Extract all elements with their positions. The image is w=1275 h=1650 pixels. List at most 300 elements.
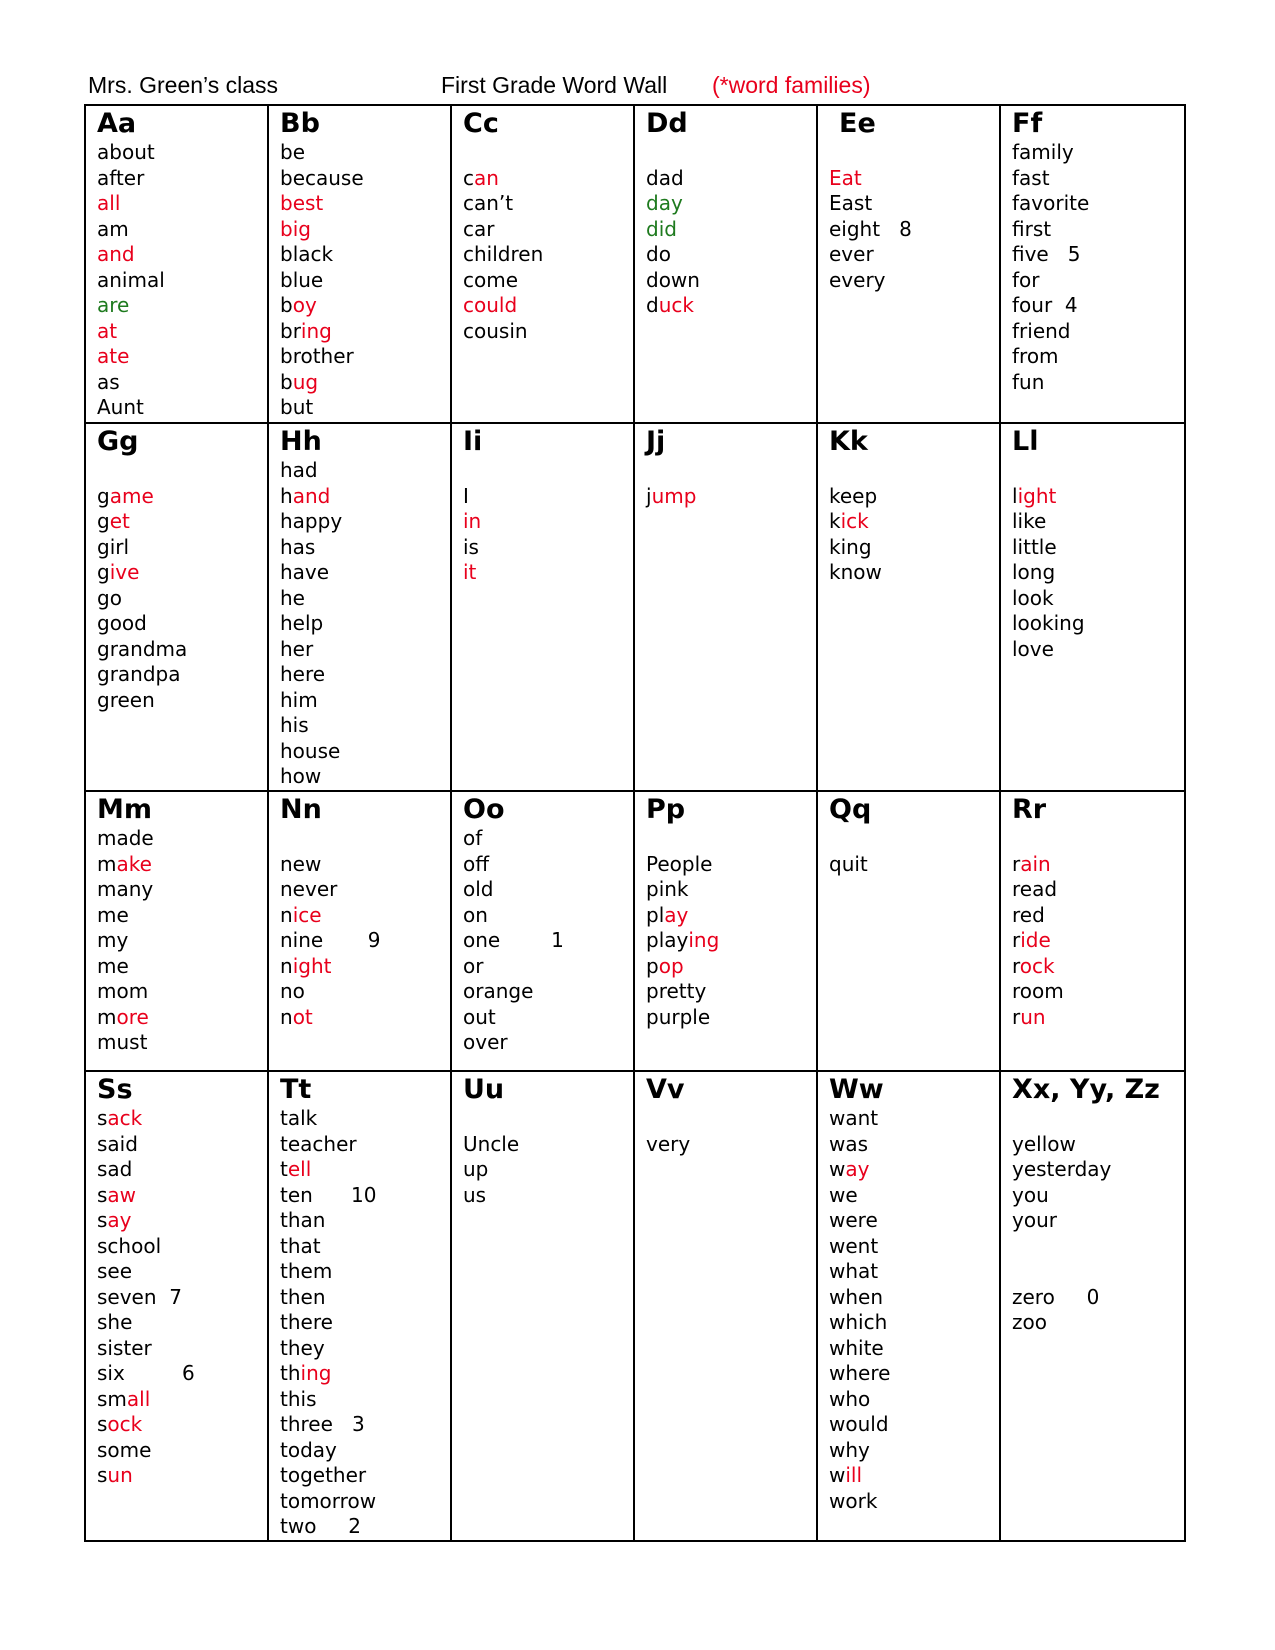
word-family-ending: it xyxy=(463,560,477,584)
word-item: for xyxy=(1012,267,1040,292)
word-item: this xyxy=(280,1386,317,1411)
word-item: zoo xyxy=(1012,1310,1047,1334)
word-item: which xyxy=(829,1310,888,1334)
letter-cell xyxy=(86,106,269,424)
word-family-ending: et xyxy=(109,509,130,533)
word-family-ending: ack xyxy=(107,1106,143,1130)
word-onset: m xyxy=(97,1004,117,1029)
highlighted-word: day xyxy=(646,191,683,215)
word-families-note: (*word families) xyxy=(712,72,871,98)
word-item xyxy=(97,1208,267,1234)
word-item: like xyxy=(1012,509,1047,533)
word-item: mom xyxy=(97,979,149,1003)
word-item xyxy=(1012,1234,1184,1260)
word-item xyxy=(1012,1005,1184,1031)
word-family-ending: best xyxy=(280,191,324,215)
word-item: two 2 xyxy=(280,1514,361,1538)
word-item: children xyxy=(463,242,544,266)
word-item: People xyxy=(646,851,713,876)
word-item: new xyxy=(280,851,322,876)
word-item xyxy=(646,458,816,484)
word-item: little xyxy=(1012,534,1057,559)
word-item xyxy=(646,903,816,929)
word-item: what xyxy=(829,1259,879,1283)
word-item xyxy=(280,1005,450,1031)
word-item xyxy=(646,484,816,510)
letter-heading: Nn xyxy=(280,794,322,825)
word-item: tomorrow xyxy=(280,1488,377,1513)
word-item xyxy=(646,826,816,852)
word-item xyxy=(97,484,267,510)
word-item: four 4 xyxy=(1012,293,1078,317)
word-item xyxy=(97,458,267,484)
word-onset: w xyxy=(829,1157,846,1181)
letter-cell xyxy=(1001,424,1184,792)
highlighted-word: did xyxy=(646,216,677,241)
word-item: want xyxy=(829,1106,879,1130)
word-item: went xyxy=(829,1233,879,1258)
word-item: love xyxy=(1012,636,1054,661)
word-item: fun xyxy=(1012,369,1045,394)
word-item: Uncle xyxy=(463,1131,520,1156)
word-onset: k xyxy=(829,509,841,533)
word-family-ending: ide xyxy=(1020,928,1051,952)
word-item xyxy=(463,293,633,319)
word-onset: r xyxy=(1012,928,1021,952)
word-item: favorite xyxy=(1012,191,1090,215)
word-item xyxy=(97,852,267,878)
letter-heading: Pp xyxy=(646,794,686,825)
word-item: would xyxy=(829,1412,889,1436)
word-item: made xyxy=(97,826,154,850)
letter-cell xyxy=(86,424,269,792)
word-item: zero 0 xyxy=(1012,1284,1100,1309)
word-family-ending: Eat xyxy=(829,165,862,190)
letter-heading: Qq xyxy=(829,794,872,825)
word-item xyxy=(829,140,999,166)
word-item: them xyxy=(280,1259,333,1283)
word-item: when xyxy=(829,1284,884,1309)
word-item: orange xyxy=(463,979,534,1003)
word-item: then xyxy=(280,1284,326,1309)
letter-heading: Ee xyxy=(839,108,876,139)
word-family-ending: oy xyxy=(292,293,317,317)
word-family-ending: and xyxy=(97,242,135,266)
letter-heading: Mm xyxy=(97,794,153,825)
word-item: dad xyxy=(646,165,684,190)
letter-cell xyxy=(86,1072,269,1540)
word-family-ending: ain xyxy=(1020,851,1051,876)
word-item xyxy=(280,217,450,243)
word-onset: br xyxy=(280,318,301,343)
word-item: very xyxy=(646,1131,691,1156)
word-item: pretty xyxy=(646,979,707,1003)
word-item: ten 10 xyxy=(280,1182,377,1207)
word-item: first xyxy=(1012,216,1052,241)
word-family-ending: ice xyxy=(292,902,322,927)
word-family-ending: ight xyxy=(292,953,332,978)
word-item: good xyxy=(97,611,147,635)
word-family-ending: ay xyxy=(664,902,689,927)
word-item xyxy=(829,1157,999,1183)
letter-heading: Bb xyxy=(280,108,320,139)
word-item: who xyxy=(829,1386,871,1411)
letter-heading: Kk xyxy=(829,426,868,457)
word-item: over xyxy=(463,1030,508,1054)
word-family-ending: in xyxy=(463,509,482,533)
word-item xyxy=(97,1412,267,1438)
word-item: after xyxy=(97,165,145,190)
word-item xyxy=(280,1361,450,1387)
word-item: three 3 xyxy=(280,1412,365,1436)
word-item: me xyxy=(97,953,129,978)
word-item xyxy=(646,1106,816,1132)
word-item: happy xyxy=(280,509,343,533)
word-onset: s xyxy=(97,1463,108,1487)
word-item xyxy=(97,242,267,268)
letter-cell xyxy=(452,792,635,1072)
word-onset: r xyxy=(1012,1004,1021,1029)
word-item: East xyxy=(829,191,873,215)
word-onset: b xyxy=(280,369,293,394)
letter-heading: Tt xyxy=(280,1074,312,1105)
letter-heading: Hh xyxy=(280,426,322,457)
word-item xyxy=(97,1106,267,1132)
word-item: cousin xyxy=(463,318,528,343)
letter-heading: Uu xyxy=(463,1074,505,1105)
word-item xyxy=(1012,1106,1184,1132)
word-item: animal xyxy=(97,267,165,292)
letter-heading: Aa xyxy=(97,108,137,139)
word-item: king xyxy=(829,534,872,559)
word-item: from xyxy=(1012,344,1059,368)
word-item xyxy=(1012,826,1184,852)
word-item xyxy=(280,191,450,217)
word-item xyxy=(646,928,816,954)
page-header xyxy=(88,72,1188,102)
letter-cell xyxy=(818,792,1001,1072)
word-item xyxy=(97,1005,267,1031)
word-family-ending: and xyxy=(292,483,331,508)
word-item xyxy=(97,191,267,217)
word-item xyxy=(463,458,633,484)
word-onset: h xyxy=(280,483,293,508)
letter-heading: Ii xyxy=(463,426,483,457)
word-item: Aunt xyxy=(97,395,144,419)
word-onset: th xyxy=(280,1361,301,1385)
word-item: down xyxy=(646,267,700,292)
word-item xyxy=(1012,852,1184,878)
word-family-ending: ug xyxy=(292,369,319,394)
word-item: I xyxy=(463,483,469,508)
word-item: they xyxy=(280,1335,325,1360)
word-item: my xyxy=(97,928,129,952)
word-item xyxy=(1012,928,1184,954)
letter-cell xyxy=(269,424,452,792)
word-item: looking xyxy=(1012,611,1085,635)
letter-cell xyxy=(635,424,818,792)
word-item xyxy=(97,560,267,586)
word-item: together xyxy=(280,1463,367,1487)
class-name: Mrs. Green’s class xyxy=(88,72,279,98)
letter-heading: Gg xyxy=(97,426,139,457)
word-family-ending: ame xyxy=(109,483,154,508)
word-item: teacher xyxy=(280,1131,357,1156)
word-family-ending: ight xyxy=(1017,483,1057,508)
word-item: must xyxy=(97,1030,148,1054)
word-onset: g xyxy=(97,560,110,584)
word-family-ending: could xyxy=(463,293,518,317)
word-item: see xyxy=(97,1259,133,1283)
word-item: long xyxy=(1012,560,1056,584)
word-item: there xyxy=(280,1310,333,1334)
word-item: school xyxy=(97,1233,162,1258)
word-item: she xyxy=(97,1310,133,1334)
word-item: am xyxy=(97,216,129,241)
word-family-ending: at xyxy=(97,318,118,343)
letter-cell xyxy=(818,1072,1001,1540)
word-onset: p xyxy=(646,953,659,978)
word-family-ending: aw xyxy=(107,1182,137,1207)
word-item xyxy=(97,1387,267,1413)
word-item xyxy=(463,166,633,192)
word-item: why xyxy=(829,1437,870,1462)
word-item: five 5 xyxy=(1012,242,1081,266)
word-family-ending: op xyxy=(658,953,684,978)
word-item xyxy=(829,1463,999,1489)
word-item: of xyxy=(463,826,483,850)
word-item: green xyxy=(97,687,155,712)
word-onset: w xyxy=(829,1463,846,1487)
word-family-ending: ick xyxy=(840,509,869,533)
word-item: because xyxy=(280,165,364,190)
word-item: no xyxy=(280,979,305,1003)
word-item: room xyxy=(1012,979,1064,1003)
letter-heading: Ff xyxy=(1012,108,1043,139)
letter-cell xyxy=(818,424,1001,792)
word-item: ever xyxy=(829,242,874,266)
word-item: on xyxy=(463,902,488,927)
word-item: help xyxy=(280,611,324,635)
word-family-ending: ock xyxy=(1019,953,1055,978)
letter-cell xyxy=(452,106,635,424)
word-item: white xyxy=(829,1335,884,1360)
word-family-ending: ock xyxy=(107,1412,143,1436)
word-item xyxy=(280,903,450,929)
word-onset: s xyxy=(97,1182,108,1207)
letter-cell xyxy=(269,1072,452,1540)
letter-cell xyxy=(86,792,269,1072)
word-item: he xyxy=(280,585,305,610)
letter-heading: Jj xyxy=(646,426,666,457)
word-item xyxy=(829,458,999,484)
word-item xyxy=(646,191,816,217)
word-item: eight 8 xyxy=(829,216,912,241)
highlighted-word: are xyxy=(97,293,130,317)
word-item xyxy=(829,509,999,535)
word-onset: c xyxy=(463,165,474,190)
word-item: girl xyxy=(97,534,130,559)
letter-cell xyxy=(1001,792,1184,1072)
letter-heading: Ll xyxy=(1012,426,1039,457)
word-item: than xyxy=(280,1208,326,1232)
word-family-ending: all xyxy=(97,191,121,215)
word-item: talk xyxy=(280,1106,318,1130)
word-onset: s xyxy=(97,1106,108,1130)
word-onset: r xyxy=(1012,851,1021,876)
letter-cell xyxy=(269,106,452,424)
word-family-ending: ill xyxy=(845,1463,863,1487)
word-family-ending: ay xyxy=(107,1208,132,1232)
word-onset: n xyxy=(280,1004,293,1029)
word-family-ending: ing xyxy=(688,928,720,952)
word-onset: play xyxy=(646,928,689,952)
word-item: car xyxy=(463,216,495,241)
word-item: seven 7 xyxy=(97,1284,182,1309)
word-item: yesterday xyxy=(1012,1157,1112,1181)
letter-heading: Rr xyxy=(1012,794,1047,825)
word-item: pink xyxy=(646,877,689,901)
word-family-ending: ing xyxy=(300,318,332,343)
word-item: look xyxy=(1012,585,1054,610)
letter-heading: Ss xyxy=(97,1074,133,1105)
word-item: had xyxy=(280,458,318,482)
word-item xyxy=(1012,484,1184,510)
word-family-ending: uck xyxy=(658,293,694,317)
word-item: friend xyxy=(1012,318,1071,343)
word-family-ending: ake xyxy=(116,851,152,876)
word-item xyxy=(280,293,450,319)
word-family-ending: ump xyxy=(651,483,697,508)
word-family-ending: ive xyxy=(109,560,140,584)
word-item xyxy=(280,1157,450,1183)
word-onset: n xyxy=(280,953,293,978)
word-item: come xyxy=(463,267,519,292)
word-item: can’t xyxy=(463,191,514,215)
word-item: house xyxy=(280,738,341,763)
word-onset: d xyxy=(646,293,659,317)
word-item xyxy=(280,826,450,852)
word-family-ending: ay xyxy=(845,1157,870,1181)
word-onset: pl xyxy=(646,902,665,927)
word-item: me xyxy=(97,902,129,927)
word-onset: m xyxy=(97,851,117,876)
word-family-ending: ate xyxy=(97,344,130,368)
word-family-ending: ore xyxy=(116,1004,149,1029)
word-onset: r xyxy=(1012,953,1020,978)
word-onset: l xyxy=(1012,483,1018,508)
word-item xyxy=(463,509,633,535)
letter-cell xyxy=(1001,1072,1184,1540)
word-item xyxy=(97,1183,267,1209)
word-item: black xyxy=(280,242,334,266)
word-onset: g xyxy=(97,509,110,533)
word-item: here xyxy=(280,662,326,686)
word-item: be xyxy=(280,140,305,164)
word-item xyxy=(280,484,450,510)
word-item xyxy=(280,319,450,345)
word-item xyxy=(1012,954,1184,980)
word-item: said xyxy=(97,1131,138,1156)
word-item xyxy=(463,1106,633,1132)
word-item: were xyxy=(829,1208,878,1232)
word-item xyxy=(97,344,267,370)
word-wall-grid xyxy=(84,104,1186,1542)
word-item: your xyxy=(1012,1208,1057,1232)
word-family-ending: un xyxy=(107,1463,133,1487)
word-item xyxy=(829,826,999,852)
word-item: many xyxy=(97,877,154,901)
word-item: off xyxy=(463,851,490,876)
letter-heading: Dd xyxy=(646,108,688,139)
word-item: has xyxy=(280,534,316,559)
letter-cell xyxy=(452,1072,635,1540)
word-item: six 6 xyxy=(97,1361,195,1385)
word-item xyxy=(646,140,816,166)
word-onset: n xyxy=(280,902,293,927)
word-item: was xyxy=(829,1131,869,1156)
word-item xyxy=(97,319,267,345)
word-item: sad xyxy=(97,1157,133,1181)
word-item: grandma xyxy=(97,636,188,661)
letter-cell xyxy=(452,424,635,792)
letter-cell xyxy=(635,106,818,424)
word-item xyxy=(646,954,816,980)
letter-heading: Ww xyxy=(829,1074,884,1105)
letter-cell xyxy=(818,106,1001,424)
word-onset: t xyxy=(280,1157,288,1181)
letter-heading: Xx, Yy, Zz xyxy=(1012,1074,1160,1105)
letter-heading: Vv xyxy=(646,1074,685,1105)
word-item xyxy=(97,1463,267,1489)
word-item: know xyxy=(829,560,882,584)
word-item: have xyxy=(280,560,330,584)
word-item: out xyxy=(463,1004,496,1029)
word-item: blue xyxy=(280,267,324,292)
word-item: old xyxy=(463,877,494,901)
word-onset: s xyxy=(97,1412,108,1436)
word-item: purple xyxy=(646,1004,711,1029)
word-item xyxy=(97,293,267,319)
word-item: every xyxy=(829,267,886,292)
word-onset: b xyxy=(280,293,293,317)
word-family-ending: ot xyxy=(292,1004,313,1029)
word-item: work xyxy=(829,1488,878,1513)
page-title: First Grade Word Wall xyxy=(441,72,668,98)
word-item xyxy=(646,217,816,243)
letter-cell xyxy=(635,792,818,1072)
word-item: yellow xyxy=(1012,1131,1076,1156)
word-item: red xyxy=(1012,902,1045,927)
letter-cell xyxy=(1001,106,1184,424)
word-item: us xyxy=(463,1182,487,1207)
word-item: where xyxy=(829,1361,891,1385)
word-family-ending: big xyxy=(280,216,311,241)
word-item xyxy=(1012,458,1184,484)
word-item: read xyxy=(1012,877,1058,901)
word-item: never xyxy=(280,877,338,901)
word-family-ending: an xyxy=(474,165,499,190)
word-item: is xyxy=(463,534,479,559)
word-onset: j xyxy=(646,483,652,508)
word-item: family xyxy=(1012,140,1074,164)
word-item: that xyxy=(280,1233,321,1258)
word-item: do xyxy=(646,242,671,266)
word-item: sister xyxy=(97,1335,152,1360)
word-item: as xyxy=(97,369,120,394)
word-item: go xyxy=(97,585,122,610)
letter-heading: Oo xyxy=(463,794,505,825)
